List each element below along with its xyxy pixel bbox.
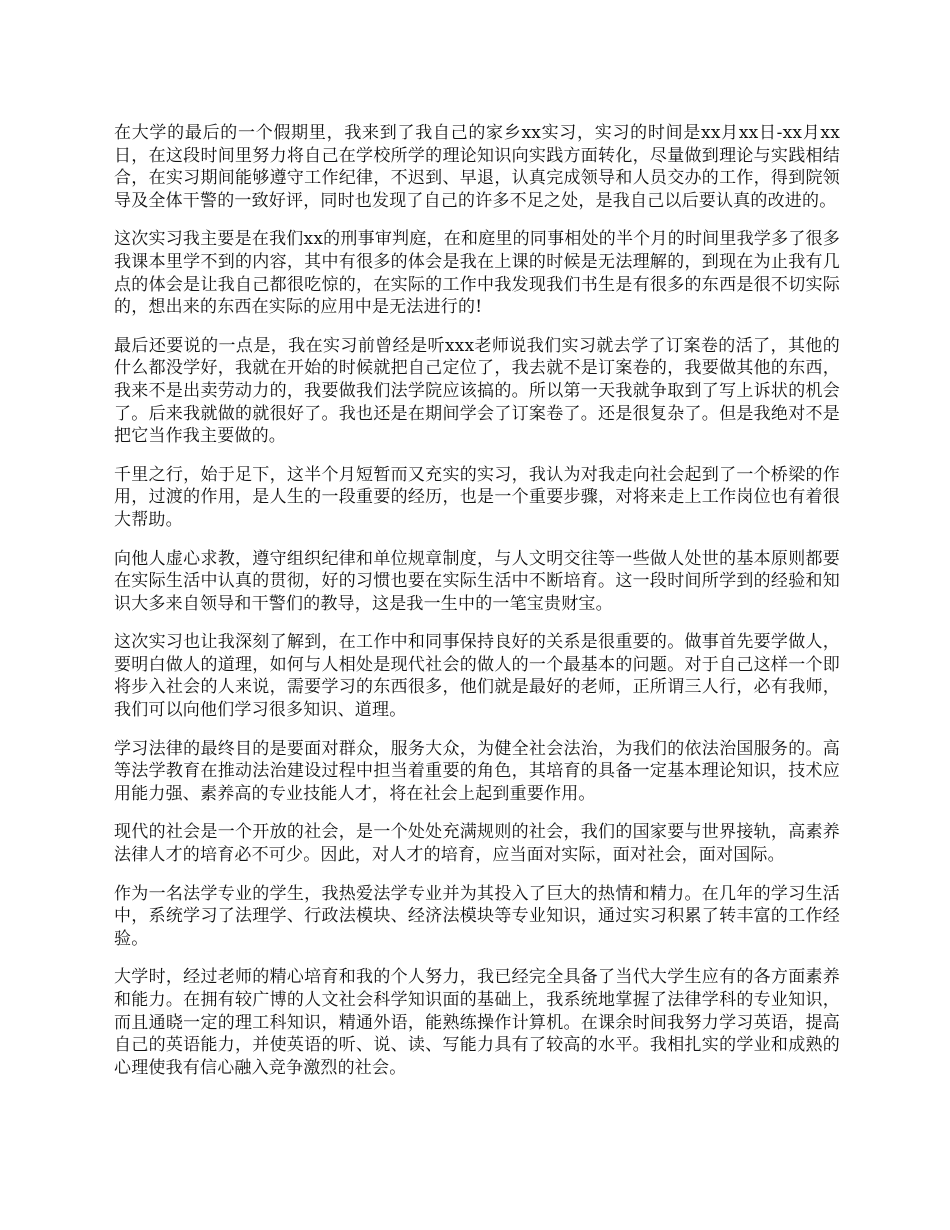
paragraph: 最后还要说的一点是，我在实习前曾经是听xxx老师说我们实习就去学了订案卷的活了，其他的什么都没学好，我就在开始的时候就把自己定位了，我去就不是订案卷的，我要做其他的东西，我来不是出卖劳动力的，我要做我们法学院应该搞的。所以第一天我就争取到了写上诉状的机会了。后来我就做的就很好了。我也还是在期间学会了订案卷了。还是很复杂了。但是我绝对不是把它当作我主要做的。 <box>114 335 840 447</box>
paragraph: 作为一名法学专业的学生，我热爱法学专业并为其投入了巨大的热情和精力。在几年的学习生活中，系统学习了法理学、行政法模块、经济法模块等专业知识，通过实习积累了转丰富的工作经验。 <box>114 883 840 949</box>
paragraph: 学习法律的最终目的是要面对群众，服务大众，为健全社会法治，为我们的依法治国服务的。高等法学教育在推动法治建设过程中担当着重要的角色，其培育的具备一定基本理论知识，技术应用能力强、素养高的专业技能人才，将在社会上起到重要作用。 <box>114 738 840 804</box>
paragraph: 这次实习我主要是在我们xx的刑事审判庭，在和庭里的同事相处的半个月的时间里我学多了很多我课本里学不到的内容，其中有很多的体会是我在上课的时候是无法理解的，到现在为止我有几点的体会是让我自己都很吃惊的，在实际的工作中我发现我们书生是有很多的东西是很不切实际的，想出来的东西在实际的应用中是无法进行的! <box>114 229 840 318</box>
document-body <box>114 122 840 1095</box>
paragraph: 向他人虚心求教，遵守组织纪律和单位规章制度，与人文明交往等一些做人处世的基本原则都要在实际生活中认真的贯彻，好的习惯也要在实际生活中不断培育。这一段时间所学到的经验和知识大多来自领导和干警们的教导，这是我一生中的一笔宝贵财宝。 <box>114 548 840 614</box>
paragraph: 大学时，经过老师的精心培育和我的个人努力，我已经完全具备了当代大学生应有的各方面素养和能力。在拥有较广博的人文社会科学知识面的基础上，我系统地掌握了法律学科的专业知识，而且通晓一定的理工科知识，精通外语，能熟练操作计算机。在课余时间我努力学习英语，提高自己的英语能力，并使英语的听、说、读、写能力具有了较高的水平。我相扎实的学业和成熟的心理使我有信心融入竞争激烈的社会。 <box>114 967 840 1078</box>
paragraph: 在大学的最后的一个假期里，我来到了我自己的家乡xx实习，实习的时间是xx月xx日-xx月xx日，在这段时间里努力将自己在学校所学的理论知识向实践方面转化，尽量做到理论与实践相结合，在实习期间能够遵守工作纪律，不迟到、早退，认真完成领导和人员交办的工作，得到院领导及全体干警的一致好评，同时也发现了自己的许多不足之处，是我自己以后要认真的改进的。 <box>114 123 840 211</box>
paragraph: 现代的社会是一个开放的社会，是一个处处充满规则的社会，我们的国家要与世界接轨，高素养法律人才的培育必不可少。因此，对人才的培育，应当面对实际，面对社会，面对国际。 <box>114 822 840 866</box>
paragraph: 这次实习也让我深刻了解到，在工作中和同事保持良好的关系是很重要的。做事首先要学做人，要明白做人的道理，如何与人相处是现代社会的做人的一个最基本的问题。对于自己这样一个即将步入社会的人来说，需要学习的东西很多，他们就是最好的老师，正所谓三人行，必有我师，我们可以向他们学习很多知识、道理。 <box>114 632 840 721</box>
paragraph: 千里之行，始于足下，这半个月短暂而又充实的实习，我认为对我走向社会起到了一个桥梁的作用，过渡的作用，是人生的一段重要的经历，也是一个重要步骤，对将来走上工作岗位也有着很大帮助。 <box>114 464 840 530</box>
